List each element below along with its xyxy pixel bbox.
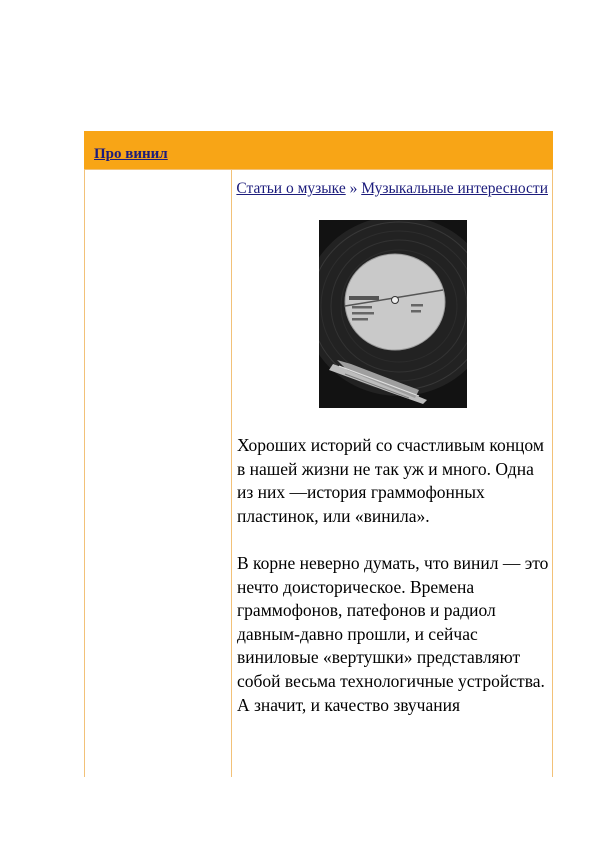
vinyl-record-photo xyxy=(319,220,467,408)
article-body xyxy=(237,434,549,717)
table-right-border xyxy=(552,169,553,777)
table-top-border xyxy=(84,169,553,170)
breadcrumb-separator: » xyxy=(349,180,358,197)
breadcrumb-link-interesting[interactable]: Музыкальные интересности xyxy=(361,180,548,197)
content-cell-left-border xyxy=(231,169,232,777)
table-left-border xyxy=(84,169,85,777)
article-paragraph-1: Хороших историй со счастливым концом в нашей жизни не так уж и много. Одна из них —история граммофонных пластинок, или «винила». xyxy=(237,435,544,526)
article-title-link[interactable]: Про винил xyxy=(94,146,168,162)
vinyl-record-illustration xyxy=(319,220,467,408)
article-paragraph-2: В корне неверно думать, что винил — это нечто доисторическое. Времена граммофонов, патефонов и радиол давным-давно прошли, и сейчас виниловые «вертушки» представляют собой весьма технологичные устройства. А значит, и качество звучания xyxy=(237,552,549,715)
breadcrumb-link-articles[interactable]: Статьи о музыке xyxy=(236,180,346,197)
header-bar xyxy=(84,131,553,169)
breadcrumb xyxy=(236,178,548,199)
